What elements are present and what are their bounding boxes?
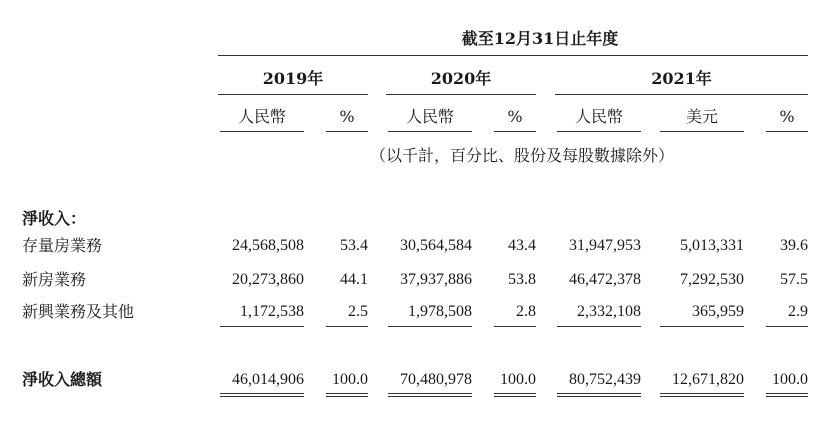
- table-cell: 2.5: [348, 303, 368, 320]
- col-2020-rmb-heading: 人民幣: [405, 107, 454, 126]
- period-rule: [218, 55, 808, 56]
- subtotal-rule: [557, 326, 641, 327]
- subtotal-rule: [494, 326, 536, 327]
- col-rule: [326, 131, 368, 132]
- total-double-rule: [557, 393, 641, 397]
- col-rule: [494, 131, 536, 132]
- row-label: 新房業務: [22, 270, 87, 289]
- subtotal-rule: [660, 326, 744, 327]
- col-2019-pct-heading: %: [339, 107, 355, 126]
- subtotal-rule: [220, 326, 304, 327]
- col-2020-pct-heading: %: [507, 107, 523, 126]
- col-2021-usd-heading: 美元: [685, 107, 718, 126]
- table-cell: 5,013,331: [680, 237, 744, 254]
- total-cell: 100.0: [332, 371, 368, 388]
- total-label: 淨收入總額: [22, 370, 103, 389]
- table-cell: 39.6: [780, 237, 808, 254]
- total-cell: 12,671,820: [672, 371, 744, 388]
- subtotal-rule: [326, 326, 368, 327]
- table-cell: 2,332,108: [577, 303, 641, 320]
- total-double-rule: [660, 393, 744, 397]
- year-2019-heading: 2019年: [262, 69, 324, 88]
- table-cell: 53.4: [340, 237, 368, 254]
- col-2021-pct-heading: %: [779, 107, 795, 126]
- table-cell: 43.4: [508, 237, 536, 254]
- total-cell: 46,014,906: [232, 371, 304, 388]
- total-cell: 70,480,978: [400, 371, 472, 388]
- table-cell: 46,472,378: [569, 271, 641, 288]
- row-label: 新興業務及其他: [22, 302, 135, 321]
- total-cell: 100.0: [500, 371, 536, 388]
- row-label: 存量房業務: [22, 236, 103, 255]
- table-cell: 2.8: [516, 303, 536, 320]
- table-cell: 57.5: [780, 271, 808, 288]
- table-cell: 37,937,886: [400, 271, 472, 288]
- table-cell: 2.9: [788, 303, 808, 320]
- subtotal-rule: [388, 326, 472, 327]
- table-cell: 24,568,508: [232, 237, 304, 254]
- table-cell: 31,947,953: [569, 237, 641, 254]
- col-rule: [766, 131, 808, 132]
- table-cell: 1,978,508: [408, 303, 472, 320]
- table-cell: 1,172,538: [240, 303, 304, 320]
- table-cell: 7,292,530: [680, 271, 744, 288]
- total-double-rule: [326, 393, 368, 397]
- section-title: 淨收入：: [22, 209, 87, 228]
- table-cell: 53.8: [508, 271, 536, 288]
- col-rule: [660, 131, 744, 132]
- period-heading: 截至12月31日止年度: [461, 29, 619, 48]
- year-2020-heading: 2020年: [430, 69, 492, 88]
- unit-note: （以千計，百分比、股份及每股數據除外）: [370, 146, 675, 165]
- table-cell: 30,564,584: [400, 237, 472, 254]
- col-2019-rmb-heading: 人民幣: [237, 107, 286, 126]
- table-cell: 44.1: [340, 271, 368, 288]
- year-2021-heading: 2021年: [651, 69, 712, 88]
- col-2021-rmb-heading: 人民幣: [574, 107, 623, 126]
- year-2019-rule: [218, 94, 368, 95]
- table-cell: 365,959: [692, 303, 744, 320]
- total-cell: 80,752,439: [569, 371, 641, 388]
- col-rule: [220, 131, 304, 132]
- year-2020-rule: [386, 94, 536, 95]
- table-cell: 20,273,860: [232, 271, 304, 288]
- total-double-rule: [220, 393, 304, 397]
- col-rule: [388, 131, 472, 132]
- col-rule: [557, 131, 641, 132]
- total-double-rule: [766, 393, 808, 397]
- total-cell: 100.0: [772, 371, 808, 388]
- year-2021-rule: [555, 94, 808, 95]
- subtotal-rule: [766, 326, 808, 327]
- total-double-rule: [388, 393, 472, 397]
- total-double-rule: [494, 393, 536, 397]
